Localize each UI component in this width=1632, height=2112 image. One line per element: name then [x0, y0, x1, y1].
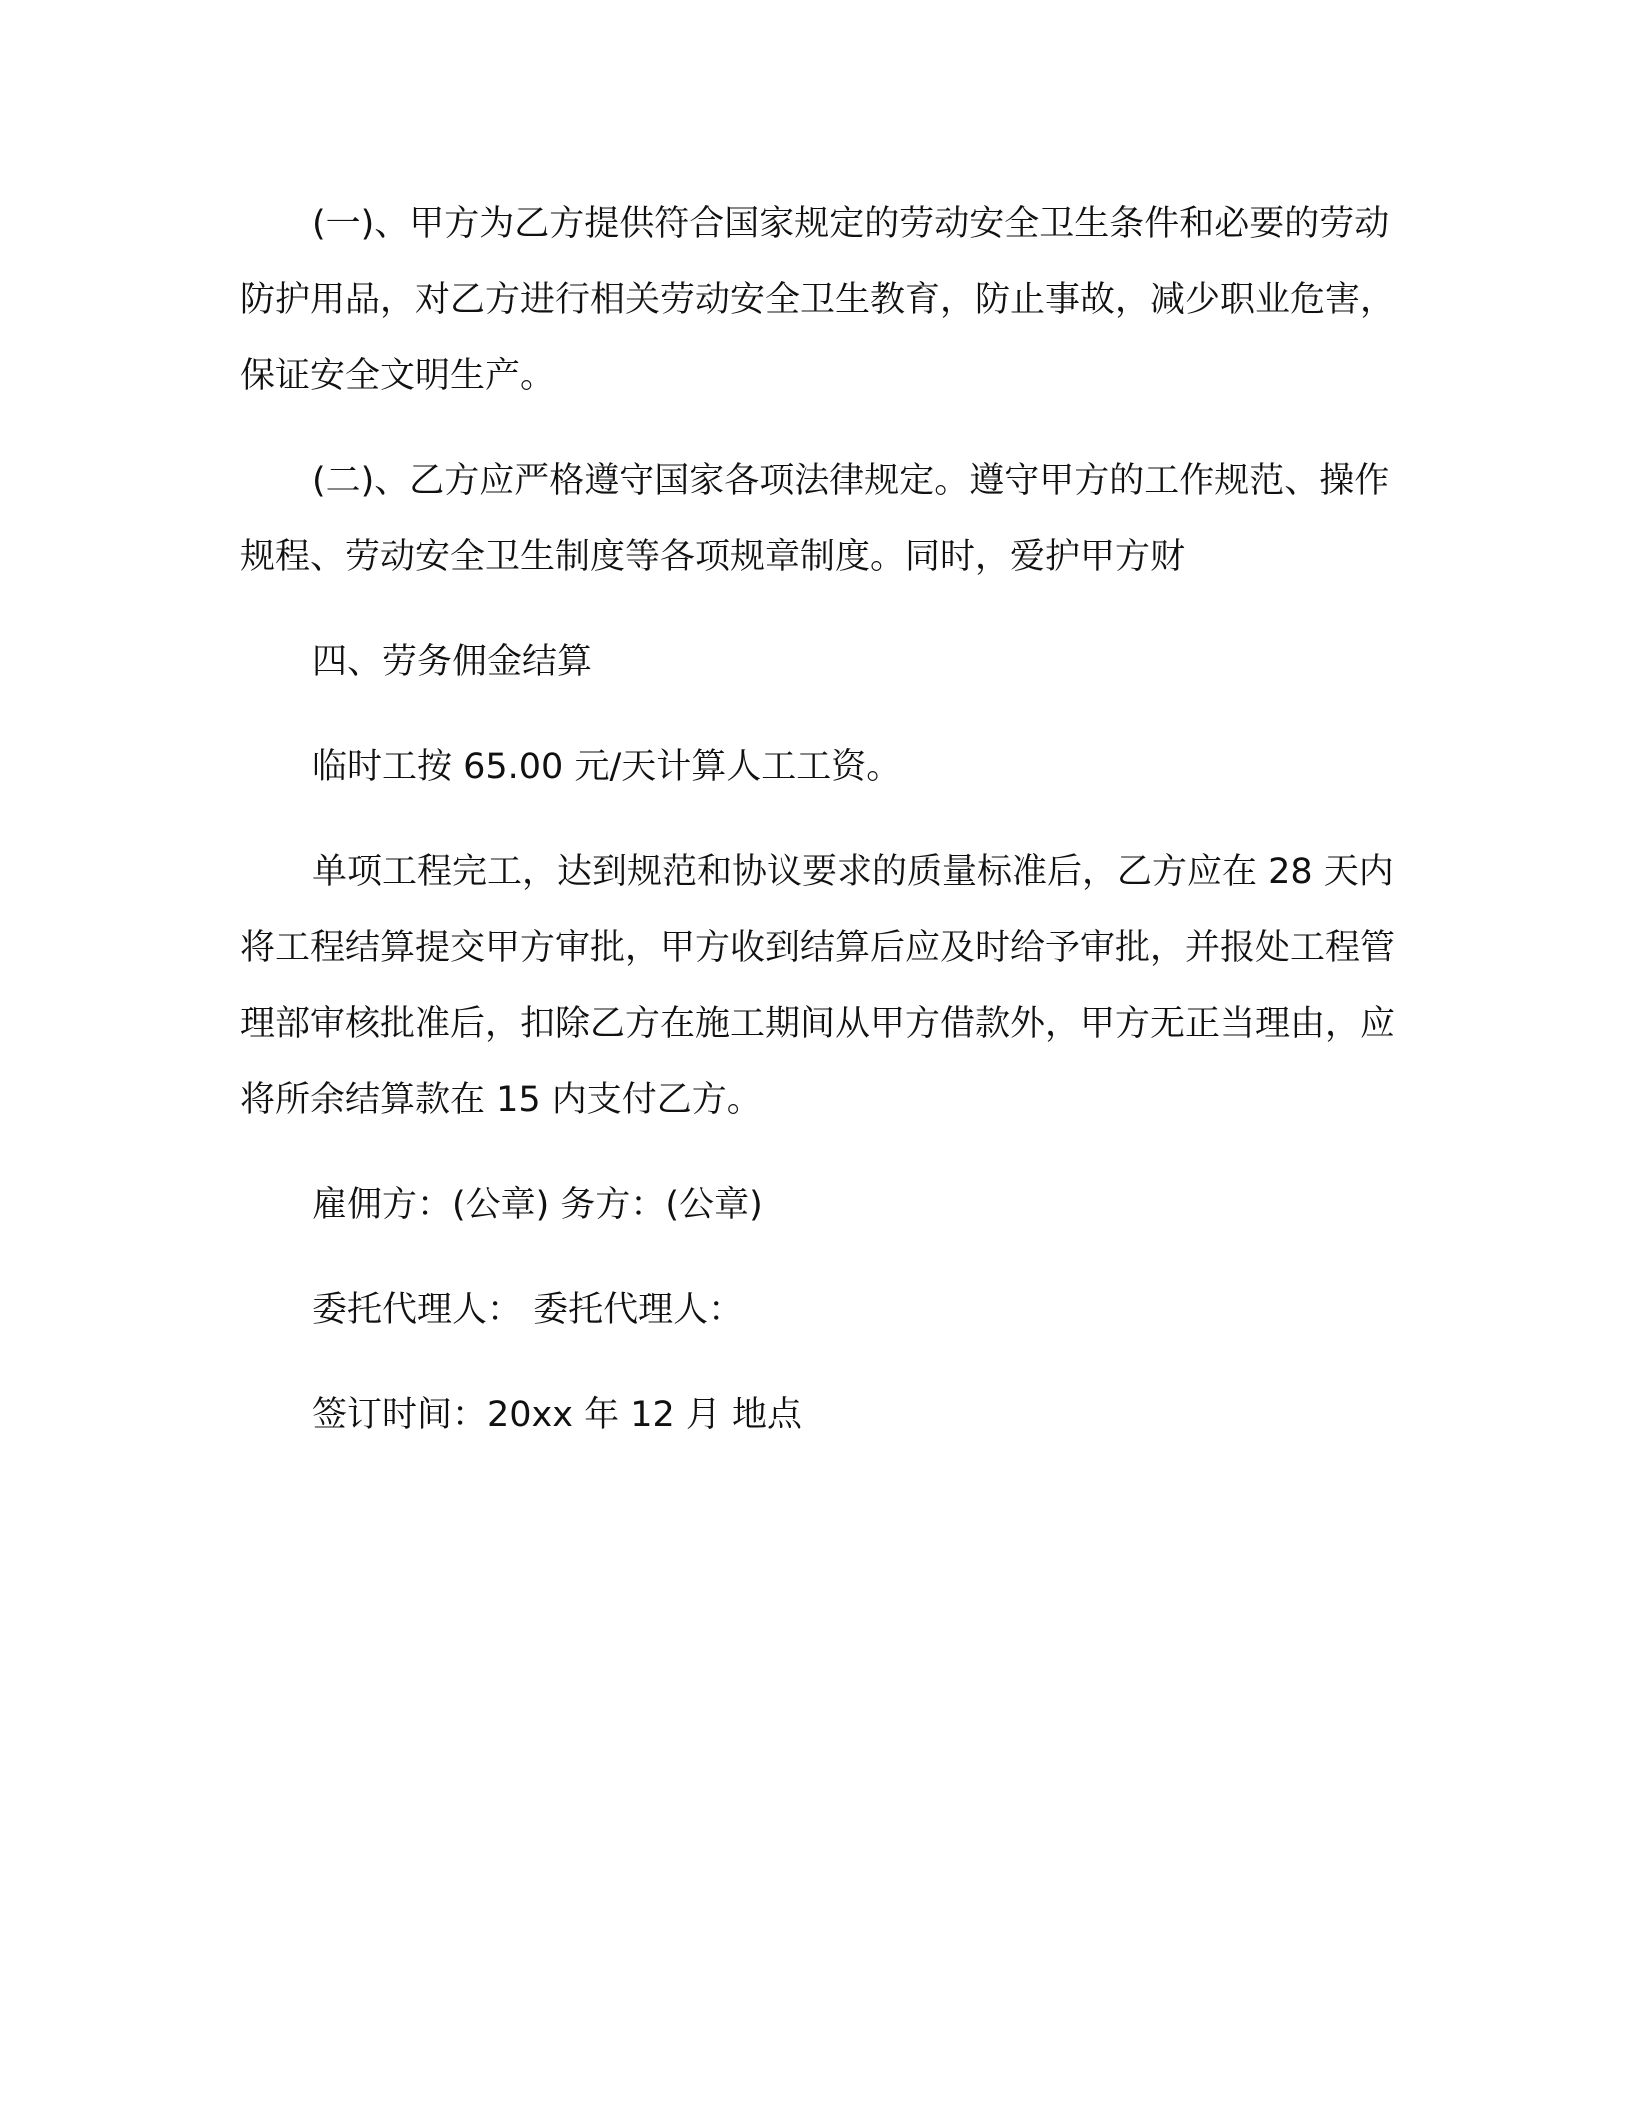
paragraph-daily-wage: 临时工按 65.00 元/天计算人工工资。 [312, 747, 902, 787]
document-body [240, 186, 1410, 1453]
signature-line-date-place: 签订时间：20xx 年 12 月 地点 [312, 1395, 803, 1435]
signature-line-agents: 委托代理人： 委托代理人： [312, 1290, 744, 1330]
section-heading-settlement: 四、劳务佣金结算 [312, 642, 593, 682]
paragraph-settlement-terms: 单项工程完工，达到规范和协议要求的质量标准后，乙方应在 28 天内将工程结算提交甲方审批，甲方收到结算后应及时给予审批，并报处工程管理部审核批准后，扣除乙方在施工期间从甲方借款外，甲方无正当理由，应将所余结算款在 15 内支付乙方。 [240, 852, 1396, 1120]
paragraph-safety-conditions: (一)、甲方为乙方提供符合国家规定的劳动安全卫生条件和必要的劳动防护用品，对乙方进行相关劳动安全卫生教育，防止事故，减少职业危害，保证安全文明生产。 [240, 204, 1396, 396]
signature-line-parties: 雇佣方：(公章) 务方：(公章) [312, 1185, 763, 1225]
paragraph-compliance: (二)、乙方应严格遵守国家各项法律规定。遵守甲方的工作规范、操作规程、劳动安全卫生制度等各项规章制度。同时，爱护甲方财 [240, 461, 1390, 577]
